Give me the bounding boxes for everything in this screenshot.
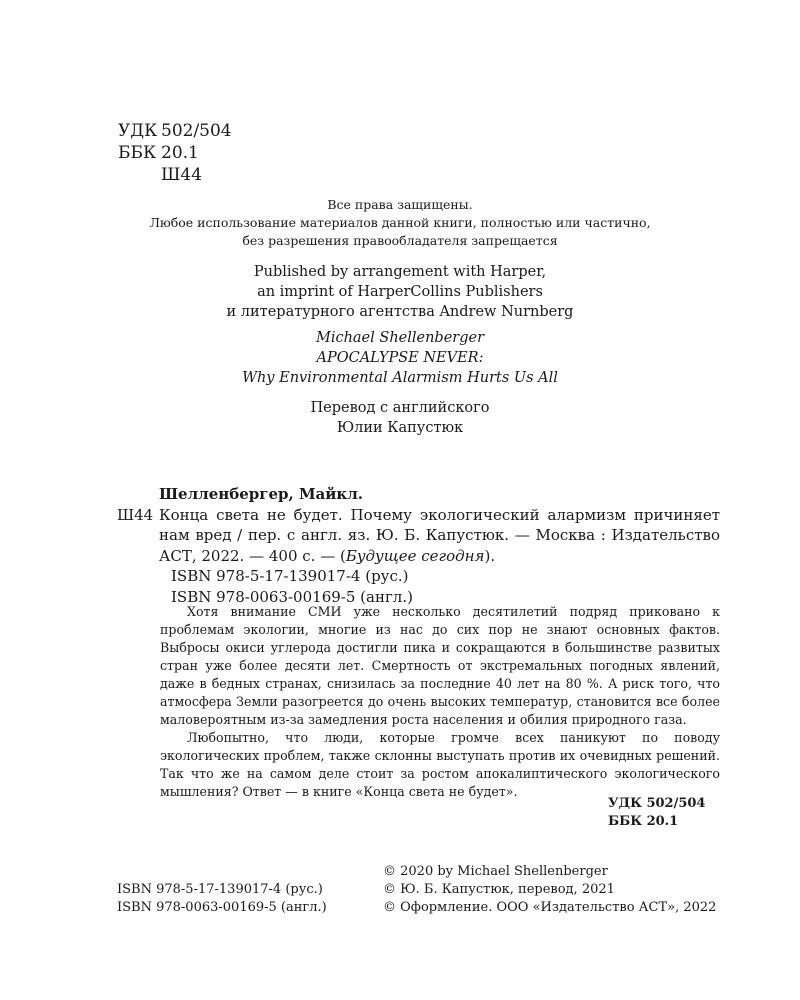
rights-line-2: Любое использование материалов данной книги, полностью или частично, [149, 215, 651, 230]
published-line-2: an imprint of HarperCollins Publishers [257, 284, 543, 300]
record-isbn-en: ISBN 978-0063-00169-5 (англ.) [171, 587, 413, 606]
publication-notice [0, 262, 800, 322]
copyright-line-2: © Ю. Б. Капустюк, перевод, 2021 [383, 882, 615, 897]
original-author: Michael Shellenberger [315, 330, 485, 346]
copyright-block [383, 863, 716, 917]
published-line-3: и литературного агентства Andrew Nurnberg [226, 304, 574, 320]
series-name: Будущее сегодня [345, 546, 485, 565]
rights-notice [0, 196, 800, 250]
bbk-value: 20.1 [161, 143, 199, 163]
record-code: Ш44 [117, 505, 154, 524]
bibliographic-record [117, 484, 720, 607]
annotation-paragraph-1: Хотя внимание СМИ уже несколько десятилетий подряд приковано к проблемам экологии, многие из нас до сих пор не знают основных фактов. Выбросы окиси углерода достигли пика и сокращаются в большинстве развитых стран уже более десяти лет. Смертность от экстремальных погодных явлений, даже в бедных странах, снизилась за последние 40 лет на 80 %. А риск того, что атмосфера Земли разогреется до очень высоких температур, становится все более маловероятным из-за замедления роста населения и обилия природного газа. [160, 604, 720, 727]
rights-line-3: без разрешения правообладателя запрещается [242, 233, 558, 248]
record-author: Шелленбергер, Майкл. [159, 485, 364, 503]
classification-codes-right [608, 795, 705, 831]
isbn-ru: ISBN 978-5-17-139017-4 (рус.) [117, 882, 323, 897]
udk-value: 502/504 [161, 121, 232, 141]
translation-credit [0, 398, 800, 438]
translation-line-1: Перевод с английского [310, 400, 490, 416]
record-description: Конца света не будет. Почему экологический алармизм причиняет нам вред / пер. с англ. яз. Ю. Б. Капустюк. — Москва : Издательство АСТ, 2022. — 400 с. — (Будущее сегодня). [159, 505, 720, 565]
classification-block [118, 120, 232, 186]
annotation-paragraph-2: Любопытно, что люди, которые громче всех паникуют по поводу экологических проблем, также склонны выступать против их очевидных решений. Так что же на самом деле стоит за ростом апокалиптического экологического мышления? Ответ — в книге «Конца света не будет». [160, 730, 720, 799]
copyright-line-3: © Оформление. ООО «Издательство АСТ», 2022 [383, 900, 717, 915]
isbn-en: ISBN 978-0063-00169-5 (англ.) [117, 900, 327, 915]
udk-code-right: УДК 502/504 [608, 796, 706, 811]
bbk-code-right: ББК 20.1 [608, 814, 679, 829]
copyright-line-1: © 2020 by Michael Shellenberger [383, 864, 608, 879]
original-title: APOCALYPSE NEVER: [316, 350, 484, 366]
published-line-1: Published by arrangement with Harper, [253, 264, 547, 280]
record-isbn-ru: ISBN 978-5-17-139017-4 (рус.) [171, 567, 409, 585]
original-subtitle: Why Environmental Alarmism Hurts Us All [242, 370, 558, 386]
rights-line-1: Все права защищены. [327, 197, 473, 212]
bbk-label: ББК [118, 143, 157, 163]
udk-label: УДК [118, 121, 158, 141]
annotation [160, 603, 720, 801]
translator-name: Юлии Капустюк [336, 420, 464, 436]
isbn-block [117, 881, 327, 917]
author-sign: Ш44 [161, 165, 203, 185]
original-title-block [0, 328, 800, 388]
